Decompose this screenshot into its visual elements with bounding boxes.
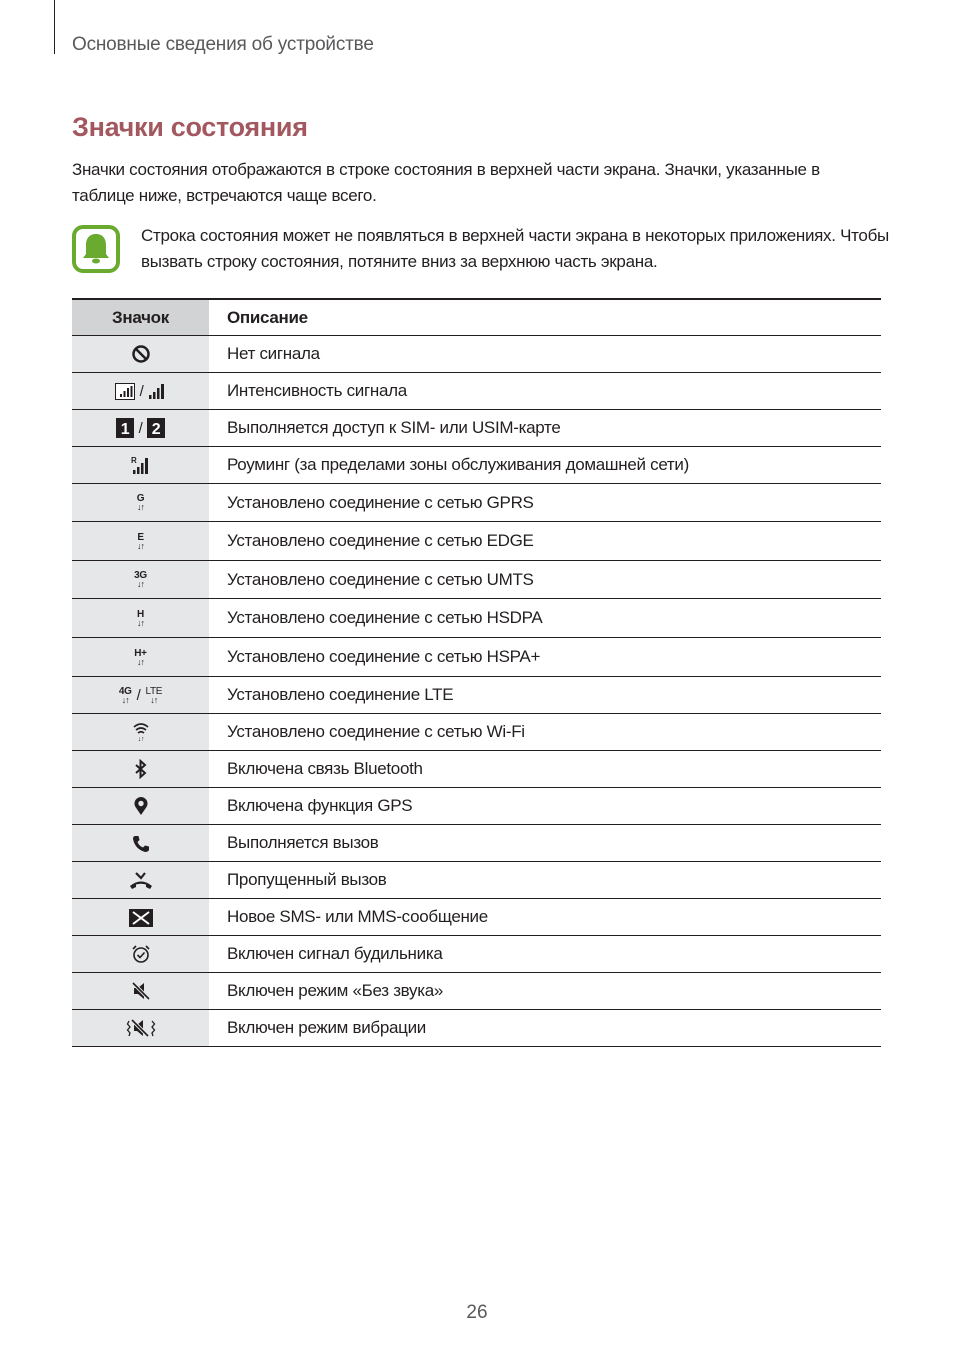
signal-strength-outlined-icon bbox=[115, 383, 135, 400]
phone-call-icon bbox=[132, 835, 150, 853]
table-row bbox=[72, 638, 881, 677]
roaming-icon bbox=[130, 455, 152, 475]
table-header-row bbox=[72, 299, 881, 336]
svg-text:R: R bbox=[130, 456, 136, 466]
4g-icon: 4G ↓↑ bbox=[118, 685, 132, 705]
message-envelope-icon bbox=[129, 909, 153, 927]
sim-2-icon bbox=[147, 418, 165, 438]
table-row bbox=[72, 373, 881, 410]
status-icons-table bbox=[72, 298, 881, 1047]
svg-text:2: 2 bbox=[152, 421, 161, 439]
table-row bbox=[72, 599, 881, 638]
sim-1-icon bbox=[116, 418, 134, 438]
margin-rule bbox=[54, 0, 55, 54]
svg-text:↓↑: ↓↑ bbox=[137, 736, 144, 743]
signal-strength-icon bbox=[148, 383, 166, 400]
bluetooth-icon bbox=[134, 759, 148, 779]
description: Интенсивность сигнала bbox=[209, 373, 881, 410]
description: Включен режим «Без звука» bbox=[209, 973, 881, 1010]
description: Установлено соединение LTE bbox=[209, 677, 881, 714]
description: Выполняется вызов bbox=[209, 825, 881, 862]
section-title: Значки состояния bbox=[72, 112, 308, 142]
description: Включена функция GPS bbox=[209, 788, 881, 825]
hsdpa-icon: H ↓↑ bbox=[137, 608, 144, 628]
mute-icon bbox=[131, 981, 151, 1001]
table-row bbox=[72, 484, 881, 522]
alarm-clock-icon bbox=[131, 944, 151, 964]
table-row bbox=[72, 899, 881, 936]
page-number: 26 bbox=[466, 1302, 488, 1323]
icon-separator: / bbox=[139, 383, 144, 401]
header-description: Описание bbox=[209, 299, 881, 336]
table-row bbox=[72, 410, 881, 447]
table-row bbox=[72, 336, 881, 373]
description: Выполняется доступ к SIM- или USIM-карте bbox=[209, 410, 881, 447]
bell-notice-icon bbox=[72, 225, 120, 273]
description: Включен сигнал будильника bbox=[209, 936, 881, 973]
icon-separator: / bbox=[138, 419, 143, 437]
running-head: Основные сведения об устройстве bbox=[72, 34, 374, 55]
description: Пропущенный вызов bbox=[209, 862, 881, 899]
header-icon: Значок bbox=[72, 299, 209, 336]
note-text: Строка состояния может не появляться в верхней части экрана в некоторых приложениях. Чтобы вызвать строку состояния, потяните вниз за верхнюю часть экрана. bbox=[141, 226, 889, 271]
icon-separator: / bbox=[136, 687, 141, 705]
table-row bbox=[72, 788, 881, 825]
lte-icon: LTE ↓↑ bbox=[145, 685, 163, 705]
table-row bbox=[72, 825, 881, 862]
table-row bbox=[72, 677, 881, 714]
svg-text:1: 1 bbox=[120, 421, 129, 439]
vibrate-icon bbox=[126, 1018, 156, 1038]
table-row bbox=[72, 522, 881, 561]
description: Установлено соединение с сетью HSPA+ bbox=[209, 638, 881, 677]
gprs-icon: G ↓↑ bbox=[136, 493, 145, 513]
description: Нет сигнала bbox=[209, 336, 881, 373]
table-row bbox=[72, 862, 881, 899]
description: Установлено соединение с сетью EDGE bbox=[209, 522, 881, 561]
umts-icon: 3G ↓↑ bbox=[134, 570, 147, 590]
intro-paragraph: Значки состояния отображаются в строке состояния в верхней части экрана. Значки, указанные в таблице ниже, встречаются чаще всего. bbox=[72, 160, 820, 205]
gps-pin-icon bbox=[133, 796, 149, 816]
description: Установлено соединение с сетью Wi-Fi bbox=[209, 714, 881, 751]
hspa-plus-icon: H+ ↓↑ bbox=[134, 647, 147, 667]
wifi-icon bbox=[133, 722, 149, 742]
description: Роуминг (за пределами зоны обслуживания домашней сети) bbox=[209, 447, 881, 484]
table-row bbox=[72, 561, 881, 599]
description: Установлено соединение с сетью HSDPA bbox=[209, 599, 881, 638]
table-row bbox=[72, 973, 881, 1010]
table-row bbox=[72, 1010, 881, 1047]
table-row bbox=[72, 714, 881, 751]
no-signal-icon bbox=[131, 344, 151, 364]
table-row bbox=[72, 751, 881, 788]
edge-icon: E ↓↑ bbox=[137, 531, 144, 551]
description: Установлено соединение с сетью UMTS bbox=[209, 561, 881, 599]
description: Новое SMS- или MMS-сообщение bbox=[209, 899, 881, 936]
table-row bbox=[72, 936, 881, 973]
table-row bbox=[72, 447, 881, 484]
description: Включен режим вибрации bbox=[209, 1010, 881, 1047]
description: Включена связь Bluetooth bbox=[209, 751, 881, 788]
description: Установлено соединение с сетью GPRS bbox=[209, 484, 881, 522]
missed-call-icon bbox=[129, 870, 153, 890]
